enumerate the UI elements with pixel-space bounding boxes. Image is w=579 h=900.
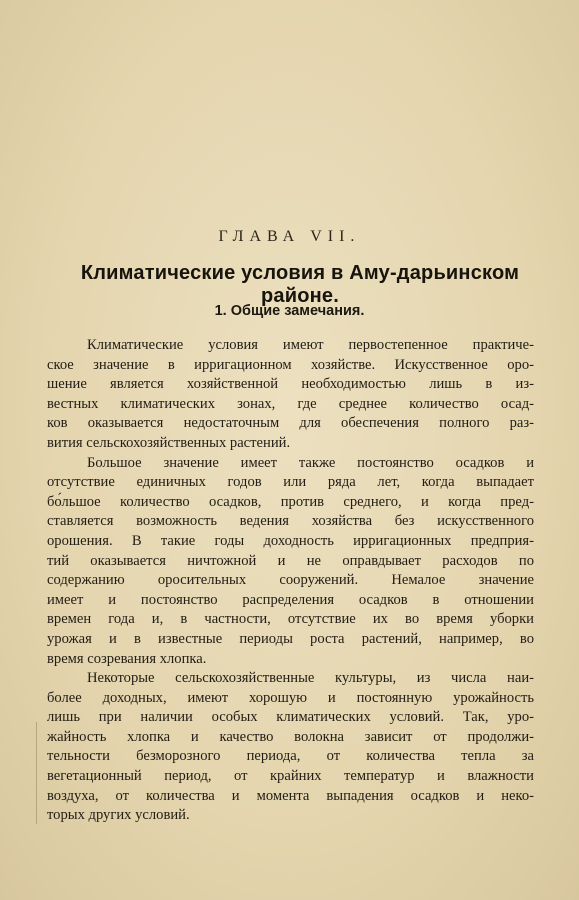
text-line: вития сельскохозяйственных растений. — [47, 434, 291, 451]
text-line: время созревания хлопка. — [47, 650, 207, 667]
text-line: вегетационный период, от крайних температур и влажности — [47, 768, 534, 785]
text-line: имеет и постоянство распределения осадков в отношении — [47, 591, 534, 608]
chapter-heading: ГЛАВА VII. — [218, 228, 361, 245]
text-line: ское значение в ирригационном хозяйстве. Искусственное оро- — [47, 356, 534, 373]
text-line: воздуха, от количества и момента выпадения осадков и неко- — [47, 787, 534, 804]
text-line: жайность хлопка и качество волокна зависит от продолжи- — [47, 728, 534, 745]
text-line: лишь при наличии особых климатических условий. Так, уро- — [47, 709, 534, 726]
text-line: тельности безморозного периода, от количества тепла за — [47, 748, 534, 765]
text-line: Климатические условия имеют первостепенное практиче- — [87, 337, 534, 353]
text-line: урожая и в известные периоды роста растений, например, во — [47, 630, 534, 647]
text-line: ков оказывается недостаточным для обеспечения полного раз- — [47, 415, 534, 432]
text-line: времен года и, в частности, отсутствие их во время уборки — [47, 611, 534, 628]
text-line: Большое значение имеет также постоянство осадков и — [87, 454, 534, 471]
chapter-title: Климатические условия в Аму-дарьинском районе. — [80, 262, 520, 307]
text-line: Некоторые сельскохозяйственные культуры, из числа наи- — [87, 670, 534, 687]
text-line: более доходных, имеют хорошую и постоянную урожайность — [47, 689, 534, 706]
text-line: тий оказывается ничтожной и не оправдывает расходов по — [47, 552, 534, 569]
margin-pencil-mark — [36, 722, 39, 824]
text-line: ставляется возможность ведения хозяйства без искусственного — [47, 513, 534, 530]
text-line: содержанию оросительных сооружений. Немалое значение — [47, 572, 534, 589]
section-heading: 1. Общие замечания. — [214, 303, 365, 319]
text-line: бо́льшое количество осадков, против среднего, и когда пред- — [47, 493, 534, 510]
text-line: торых других условий. — [47, 807, 190, 824]
text-line: шение является хозяйственной необходимостью лишь в из- — [47, 376, 534, 393]
text-line: вестных климатических зонах, где среднее количество осад- — [47, 395, 534, 412]
text-line: отсутствие единичных годов или ряда лет, когда выпадает — [47, 474, 534, 491]
paragraph-1 — [47, 336, 534, 454]
paragraph-3 — [47, 669, 534, 826]
text-line: орошения. В такие годы доходность ирригационных предприя- — [47, 532, 534, 549]
paragraph-2 — [47, 454, 534, 670]
body-text — [47, 336, 534, 826]
